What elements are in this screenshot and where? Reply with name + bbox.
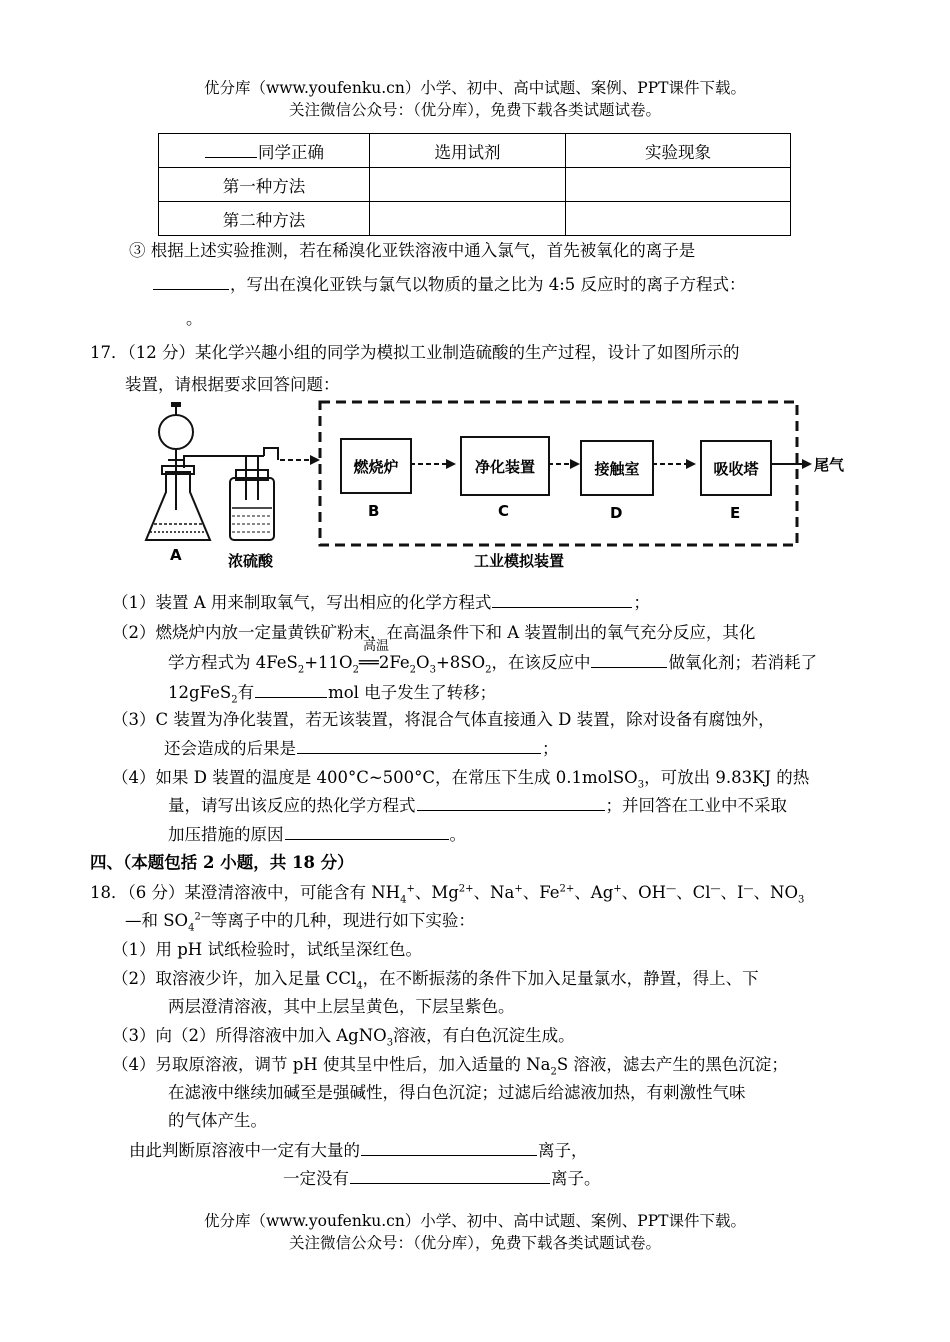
answer-blank[interactable] — [205, 156, 257, 158]
answer-blank[interactable] — [350, 1182, 550, 1184]
q18-s2-text: （2）取溶液少许，加入足量 CCl — [112, 969, 357, 988]
box-purifier: 净化装置 — [460, 436, 550, 496]
answer-blank[interactable] — [153, 288, 229, 290]
q17-s3-text: 还会造成的后果是 — [164, 739, 296, 758]
q18-s3: （3）向（2）所得溶液中加入 AgNO$_3$溶液，有白色沉淀生成。 — [112, 1026, 575, 1049]
page-header — [0, 77, 950, 121]
q17-s1 — [112, 590, 650, 616]
section-4-title: 四、（本题包括 2 小题，共 18 分） — [90, 853, 354, 872]
q18-s4-end: S 溶液，滤去产生的黑色沉淀； — [556, 1055, 788, 1074]
q18-c2-text: 一定没有 — [283, 1169, 349, 1188]
wash-bottle — [230, 478, 274, 540]
label-c: C — [498, 502, 510, 520]
q18-c2-end: 离子。 — [551, 1169, 601, 1188]
q17-s2c-end: mol 电子发生了转移； — [328, 683, 497, 702]
header-line-1: 优分库（www.youfenku.cn）小学、初中、高中试题、案例、PPT课件下载。 — [203, 79, 747, 97]
q16-p3-text: ，写出在溴化亚铁与氯气以物质的量之比为 4:5 反应时的离子方程式： — [230, 275, 746, 294]
q17-s2-line2: 学方程式为 $4FeS_2+11O_2$ 高温 $══2Fe_2O_3+8SO_2$，在该反应中 做氧化剂；若消耗了 — [168, 650, 817, 676]
q18-s4-line1: （4）另取原溶液，调节 pH 使其呈中性后，加入适量的 $Na_2S$ 溶液，滤去产生的黑色沉淀； — [112, 1055, 788, 1078]
q18-c1-text: 由此判断原溶液中一定有大量的 — [129, 1141, 360, 1160]
exhaust-label: 尾气 — [814, 456, 845, 474]
q16-p3-line3: 。 — [186, 309, 203, 328]
footer-line-1: 优分库（www.youfenku.cn）小学、初中、高中试题、案例、PPT课件下载。 — [203, 1212, 747, 1230]
answer-blank[interactable] — [492, 606, 632, 608]
label-a: A — [170, 546, 182, 564]
header-line-2: 关注微信公众号：（优分库），免费下载各类试题试卷。 — [288, 101, 661, 119]
q17-s4-text: （4）如果 D 装置的温度是 400°C~500°C，在常压下生成 0.1molSO — [112, 768, 638, 787]
q18-s3-text: （3）向（2）所得溶液中加入 AgNO — [112, 1026, 387, 1045]
frame-title: 工业模拟装置 — [474, 552, 565, 570]
q18-s4-line3: 的气体产生。 — [168, 1111, 267, 1130]
footer-line-2: 关注微信公众号：（优分库），免费下载各类试题试卷。 — [288, 1234, 661, 1252]
q17-s4c-end: 。 — [449, 825, 466, 844]
table-row-label-2: 第二种方法 — [159, 202, 370, 236]
q17-s4c-text: 加压措施的原因 — [168, 825, 284, 844]
q18-c1-end: 离子， — [538, 1141, 588, 1160]
q17-s2-mid: ，在该反应中 — [491, 653, 591, 672]
q18-conclusion-2 — [283, 1166, 601, 1192]
q18-conclusion-1 — [129, 1138, 588, 1164]
label-b: B — [368, 502, 380, 520]
q17-s3-end: ； — [542, 739, 559, 758]
answer-cell[interactable] — [370, 168, 566, 202]
q17-intro-1: 17．（12 分）某化学兴趣小组的同学为模拟工业制造硫酸的生产过程，设计了如图所示的 — [90, 343, 740, 362]
table-row-label-1: 第一种方法 — [159, 168, 370, 202]
q18-intro-1: 18．（6 分）某澄清溶液中，可能含有 $NH_4^+$、$Mg^{2+}$、Na+、$Fe^{2+}$、Ag+、OH—、Cl—、I—、$NO_3$ — [90, 883, 805, 906]
funnel-bulb — [159, 415, 193, 449]
table-header-3: 实验现象 — [566, 134, 791, 168]
table-row — [159, 168, 791, 202]
q18-s2-line1: （2）取溶液少许，加入足量 CCl$_4$，在不断振荡的条件下加入足量氯水，静置，得上、下 — [112, 969, 759, 992]
box-furnace: 燃烧炉 — [340, 438, 412, 494]
acid-label: 浓硫酸 — [228, 552, 274, 570]
q18-s1: （1）用 pH 试纸检验时，试纸呈深红色。 — [112, 940, 422, 959]
q17-s4-line2 — [168, 793, 787, 819]
table-header-2: 选用试剂 — [370, 134, 566, 168]
page-footer — [0, 1210, 950, 1254]
apparatus-diagram — [140, 400, 860, 580]
answer-blank[interactable] — [361, 1154, 537, 1156]
q17-s2-end: 做氧化剂；若消耗了 — [668, 653, 817, 672]
q17-s2-line1: （2）燃烧炉内放一定量黄铁矿粉末，在高温条件下和 A 装置制出的氧气充分反应，其化 — [112, 623, 756, 642]
q18-intro2-end: 等离子中的几种，现进行如下实验： — [210, 911, 475, 930]
answer-cell[interactable] — [566, 202, 791, 236]
q17-s2c-text: 12gFeS — [168, 683, 232, 702]
answer-cell[interactable] — [370, 202, 566, 236]
q16-p3-line1: ③ 根据上述实验推测，若在稀溴化亚铁溶液中通入氯气，首先被氧化的离子是 — [129, 241, 696, 260]
label-d: D — [610, 504, 623, 522]
answer-blank[interactable] — [591, 666, 667, 668]
q17-intro-2: 装置，请根据要求回答问题： — [125, 375, 340, 394]
q17-s2-line3: 12gFeS$_2$有 mol 电子发生了转移； — [168, 683, 497, 706]
answer-cell[interactable] — [566, 168, 791, 202]
q18-s3-end: 溶液，有白色沉淀生成。 — [393, 1026, 575, 1045]
q17-s1-end: ； — [633, 593, 650, 612]
method-table — [158, 133, 791, 236]
table-row — [159, 134, 791, 168]
q18-s4-text: （4）另取原溶液，调节 pH 使其呈中性后，加入适量的 Na — [112, 1055, 551, 1074]
q17-s4-line3 — [168, 822, 466, 848]
answer-blank[interactable] — [255, 696, 327, 698]
table-row — [159, 202, 791, 236]
q17-s2c-mid: 有 — [237, 683, 255, 702]
q16-p3-line2 — [152, 272, 746, 298]
answer-blank[interactable] — [417, 809, 605, 811]
q18-intro-2: —和 $SO_4^{2—}$等离子中的几种，现进行如下实验： — [125, 911, 475, 934]
q17-s4-line1: （4）如果 D 装置的温度是 400°C~500°C，在常压下生成 0.1molSO$_3$，可放出 9.83KJ 的热 — [112, 768, 810, 791]
reaction-condition: 高温 — [362, 639, 389, 654]
q17-s4b-end: ；并回答在工业中不采取 — [605, 796, 787, 815]
box-contact-chamber: 接触室 — [580, 440, 654, 496]
q18-intro2-text: —和 SO — [125, 911, 189, 930]
q18-intro-text: 18．（6 分）某澄清溶液中，可能含有 NH — [90, 883, 401, 902]
q18-s4-line2: 在滤液中继续加碱至是强碱性，得白色沉淀；过滤后给滤液加热，有刺激性气味 — [168, 1083, 746, 1102]
q18-s2-line2: 两层澄清溶液，其中上层呈黄色，下层呈紫色。 — [168, 997, 515, 1016]
answer-blank[interactable] — [285, 838, 449, 840]
flask-a — [146, 472, 210, 540]
q17-s4-end: ，可放出 9.83KJ 的热 — [644, 768, 810, 787]
q18-s2-end: ，在不断振荡的条件下加入足量氯水，静置，得上、下 — [362, 969, 759, 988]
q17-s3-line2 — [164, 736, 559, 762]
label-e: E — [730, 504, 741, 522]
answer-blank[interactable] — [297, 752, 541, 754]
q17-s4b-text: 量，请写出该反应的热化学方程式 — [168, 796, 416, 815]
q17-s3-line1: （3）C 装置为净化装置，若无该装置，将混合气体直接通入 D 装置，除对设备有腐蚀外， — [112, 710, 775, 729]
table-header-1: 同学正确 — [258, 142, 324, 162]
box-absorber: 吸收塔 — [700, 440, 772, 496]
q17-s1-text: （1）装置 A 用来制取氧气，写出相应的化学方程式 — [112, 593, 492, 612]
table-cell — [159, 134, 370, 168]
q17-s2-text: 学方程式为 4FeS — [168, 653, 298, 672]
